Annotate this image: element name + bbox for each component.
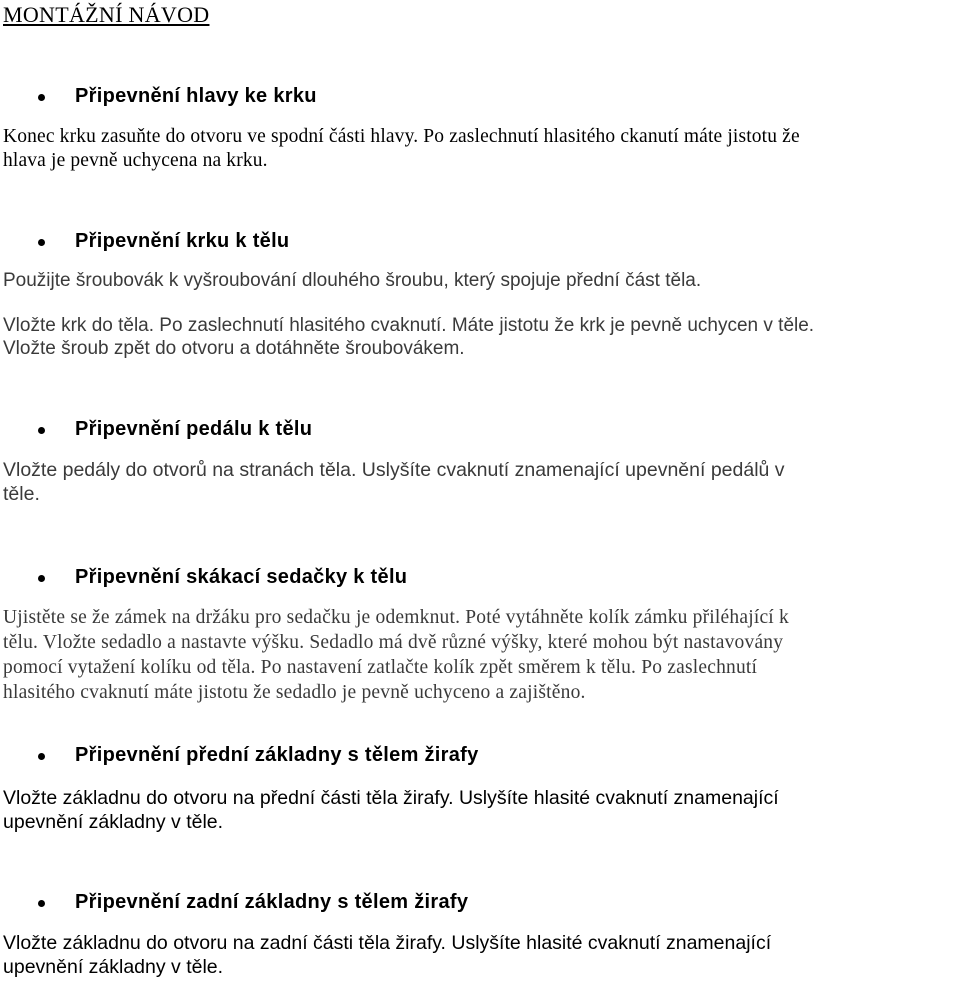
section-paragraph — [3, 931, 958, 979]
bullet-icon — [38, 94, 45, 101]
section-heading-text: Připevnění pedálu k tělu — [75, 418, 313, 440]
paragraph-line: Vložte základnu do otvoru na zadní části těla žirafy. Uslyšíte hlasité cvaknutí znamenající — [3, 932, 772, 954]
paragraph-line: Vložte pedály do otvorů na stranách těla. Uslyšíte cvaknutí znamenající upevnění pedálů v — [3, 459, 785, 481]
bullet-icon — [38, 575, 45, 582]
section-paragraph — [3, 125, 958, 173]
bullet-icon — [38, 239, 45, 246]
paragraph-line: Konec krku zasuňte do otvoru ve spodní části hlavy. Po zaslechnutí hlasitého ckanutí máte jistotu že — [3, 126, 800, 147]
paragraph-line: upevnění základny v těle. — [3, 811, 224, 833]
paragraph-line: Ujistěte se že zámek na držáku pro sedačku je odemknut. Poté vytáhněte kolík zámku přiléhající k — [3, 607, 789, 628]
section-heading-text: Připevnění přední základny s tělem žirafy — [75, 744, 479, 766]
section-paragraph — [3, 458, 958, 506]
section-heading-text: Připevnění krku k tělu — [75, 230, 290, 252]
section-paragraph — [3, 786, 958, 834]
bullet-icon — [38, 427, 45, 434]
paragraph-line: Vložte krk do těla. Po zaslechnutí hlasitého cvaknutí. Máte jistotu že krk je pevně uchycen v těle. — [3, 315, 815, 336]
paragraph-line: Použijte šroubovák k vyšroubování dlouhého šroubu, který spojuje přední část těla. — [3, 270, 702, 291]
section-paragraph — [3, 314, 958, 360]
section-heading-text: Připevnění skákací sedačky k tělu — [75, 566, 408, 588]
section-paragraph — [3, 605, 958, 705]
bullet-icon — [38, 753, 45, 760]
paragraph-line: hlasitého cvaknutí máte jistotu že sedadlo je pevně uchyceno a zajištěno. — [3, 682, 586, 703]
document-title: MONTÁŽNÍ NÁVOD — [3, 2, 210, 27]
bullet-icon — [38, 900, 45, 907]
paragraph-line: tělu. Vložte sedadlo a nastavte výšku. Sedadlo má dvě různé výšky, které mohou být nastavovány — [3, 632, 784, 653]
paragraph-line: pomocí vytažení kolíku od těla. Po nastavení zatlačte kolík zpět směrem k tělu. Po zaslechnutí — [3, 657, 758, 678]
section-heading-text: Připevnění zadní základny s tělem žirafy — [75, 891, 469, 913]
paragraph-line: upevnění základny v těle. — [3, 956, 224, 978]
paragraph-line: Vložte šroub zpět do otvoru a dotáhněte šroubovákem. — [3, 338, 465, 359]
paragraph-line: Vložte základnu do otvoru na přední části těla žirafy. Uslyšíte hlasité cvaknutí znamenající — [3, 787, 779, 809]
paragraph-line: těle. — [3, 483, 40, 505]
section-paragraph — [3, 269, 958, 292]
paragraph-line: hlava je pevně uchycena na krku. — [3, 150, 268, 171]
section-heading-text: Připevnění hlavy ke krku — [75, 85, 317, 107]
